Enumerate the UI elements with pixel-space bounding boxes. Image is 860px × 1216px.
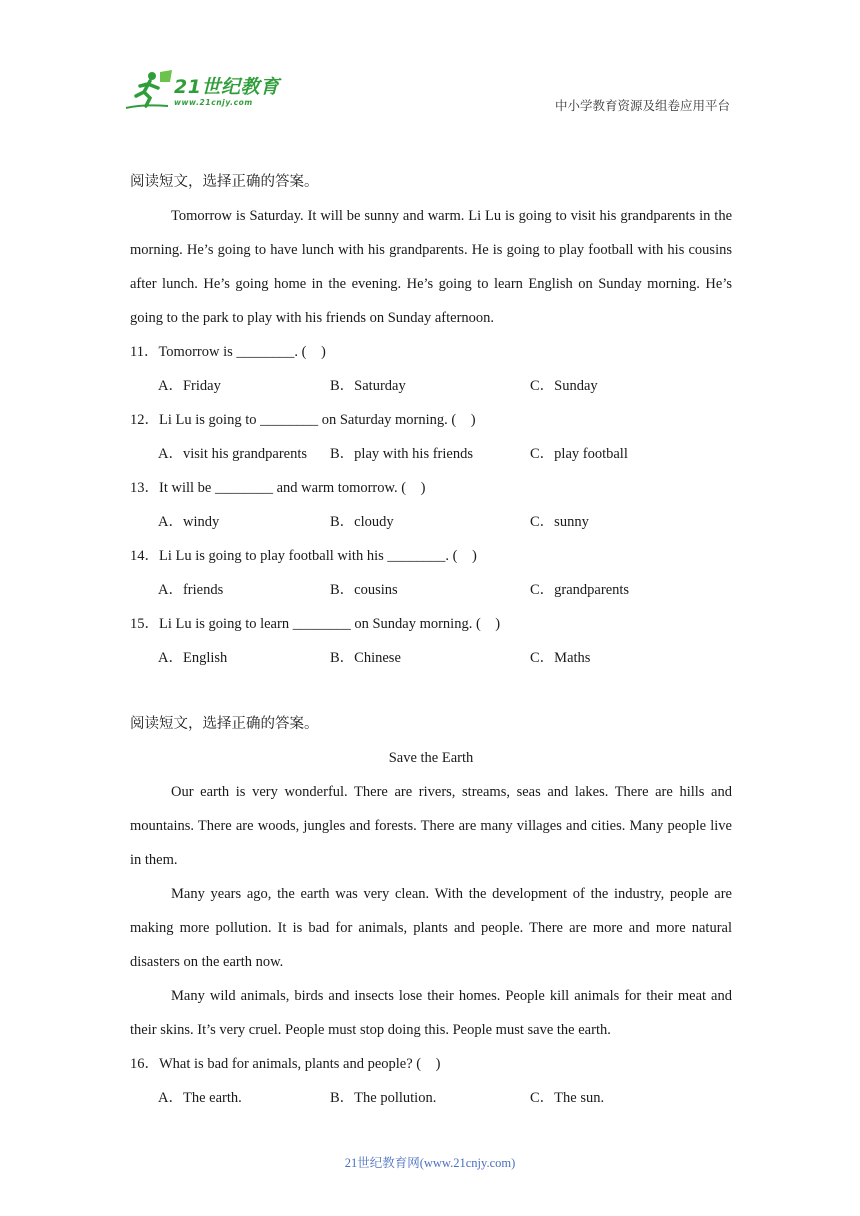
option-b[interactable]: B．The pollution. [330,1090,437,1106]
passage-paragraph: Our earth is very wonderful. There are rivers, streams, seas and lakes. There are hills and mountains. There are woods, jungles and forests. There are many villages and cities. Many people live in them. [130,784,732,868]
option-b[interactable]: B．Saturday [330,378,406,394]
answer-options [130,641,732,675]
section1-instruction: 阅读短文，选择正确的答案。 [130,174,319,190]
option-c[interactable]: C．The sun. [530,1090,605,1106]
question-14 [130,539,732,607]
question-stem: 11．Tomorrow is ________. ( ) [130,344,326,360]
option-c[interactable]: C．sunny [530,514,589,530]
answer-options [130,1081,732,1115]
runner-logo-icon [122,68,174,114]
question-13 [130,471,732,539]
option-c[interactable]: C．grandparents [530,582,630,598]
passage-paragraph: Many years ago, the earth was very clean. With the development of the industry, people are making more pollution. It is bad for animals, plants and people. There are more and more natural disasters on the earth now. [130,886,732,970]
option-b[interactable]: B．Chinese [330,650,401,666]
question-stem: 16．What is bad for animals, plants and people? ( ) [130,1056,441,1072]
option-a[interactable]: A．windy [158,514,220,530]
answer-options [130,505,732,539]
answer-options [130,573,732,607]
logo-text: 21世纪教育 [174,76,280,98]
option-c[interactable]: C．play football [530,446,628,462]
passage-title: Save the Earth [388,750,474,766]
page-footer[interactable]: 21世纪教育网(www.21cnjy.com) [344,1156,516,1170]
question-16 [130,1047,732,1115]
option-b[interactable]: B．cousins [330,582,398,598]
option-b[interactable]: B．cloudy [330,514,394,530]
platform-caption: 中小学教育资源及组卷应用平台 [554,99,730,113]
option-a[interactable]: A．visit his grandparents [158,446,308,462]
logo [122,68,292,114]
question-stem: 12．Li Lu is going to ________ on Saturday morning. ( ) [130,412,476,428]
question-15 [130,607,732,675]
passage-paragraph: Many wild animals, birds and insects lose their homes. People kill animals for their meat and their skins. It’s very cruel. People must stop doing this. People must save the earth. [130,988,732,1038]
question-12 [130,403,732,471]
section1-passage: Tomorrow is Saturday. It will be sunny and warm. Li Lu is going to visit his grandparents in the morning. He’s going to have lunch with his grandparents. He is going to play football with his cousins after lunch. He’s going home in the evening. He’s going to learn English on Sunday morning. He’s going to the park to play with his friends on Sunday afternoon. [130,208,732,326]
answer-options [130,369,732,403]
logo-url: www.21cnjy.com [174,98,253,107]
question-stem: 15．Li Lu is going to learn ________ on Sunday morning. ( ) [130,616,501,632]
option-c[interactable]: C．Maths [530,650,591,666]
question-11 [130,335,732,403]
section2-instruction: 阅读短文，选择正确的答案。 [130,716,319,732]
question-stem: 13．It will be ________ and warm tomorrow. ( ) [130,480,426,496]
option-a[interactable]: A．friends [158,582,224,598]
question-stem: 14．Li Lu is going to play football with his ________. ( ) [130,548,477,564]
option-c[interactable]: C．Sunday [530,378,598,394]
document-body [130,165,732,1115]
option-a[interactable]: A．English [158,650,228,666]
option-a[interactable]: A．The earth. [158,1090,242,1106]
section-spacer [130,675,732,707]
page-header [0,0,860,130]
answer-options [130,437,732,471]
option-a[interactable]: A．Friday [158,378,221,394]
option-b[interactable]: B．play with his friends [330,446,473,462]
